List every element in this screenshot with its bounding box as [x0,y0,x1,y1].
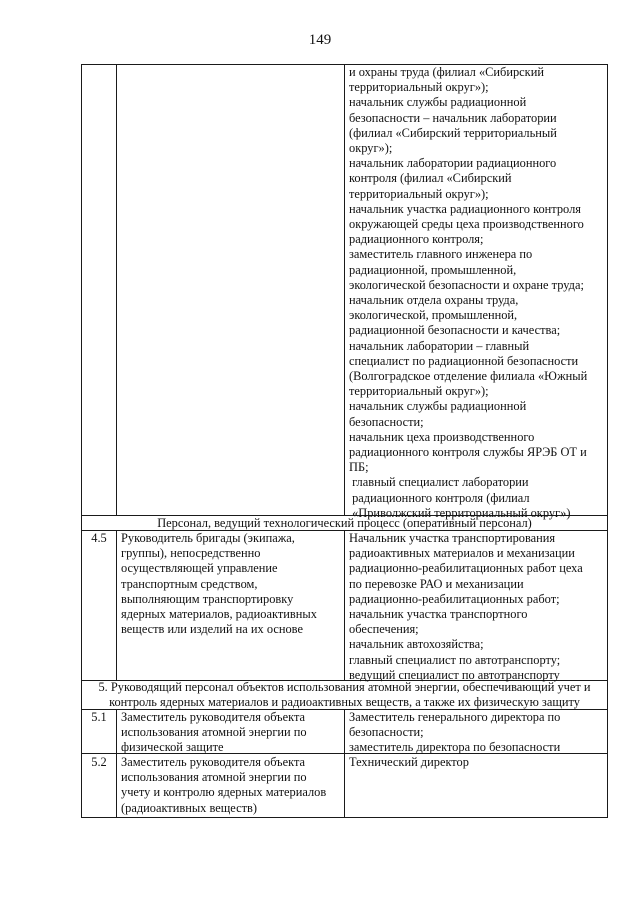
text-line: радиационной, промышленной, [349,262,517,277]
text-line: начальник цеха производственного [349,429,535,444]
text-line: ведущий специалист по автотранспорту [349,667,560,682]
text-line: Начальник участка транспортирования [349,531,556,545]
text-line: заместитель главного инженера по [349,247,533,262]
col-divider-2 [344,709,345,817]
text-line: контроль ядерных материалов и радиоактивных веществ, а также их физическую защиту [109,695,580,710]
text-line: радиационно-реабилитационных работ; [349,591,560,606]
table-bottom-border [81,817,608,818]
text-line: экологической, промышленной, [349,308,518,323]
text-line: начальник участка радиационного контроля [349,201,581,216]
text-line: радиационного контроля; [349,232,484,247]
row-5-1-position [121,710,307,756]
text-line: безопасности; [349,725,424,740]
text-line: физической защите [121,740,224,755]
col-divider-2 [344,530,345,680]
text-line: начальник службы радиационной [349,95,527,110]
text-line: веществ или изделий на их основе [121,622,303,637]
text-line: ядерных материалов, радиоактивных [121,607,317,622]
text-line: ПБ; [349,460,369,475]
row-4-5-position [121,531,317,637]
section-header-personnel: Персонал, ведущий технологический процесс (оперативный персонал) [157,516,532,530]
col-divider-1 [116,530,117,680]
text-line: радиационной безопасности и качества; [349,323,561,338]
text-line: группы), непосредственно [121,546,261,561]
text-line: безопасности; [349,414,424,429]
text-line: по перевозке РАО и механизации [349,576,524,591]
text-line: специалист по радиационной безопасности [349,353,579,368]
col-divider-1 [116,709,117,817]
text-line: начальник автохозяйства; [349,637,484,652]
text-line: главный специалист лаборатории [349,475,529,490]
row-number-5-2: 5.2 [91,755,107,769]
text-line: начальник лаборатории радиационного [349,156,557,171]
text-line: (Волгоградское отделение филиала «Южный [349,369,588,384]
text-line: выполняющим транспортировку [121,591,294,606]
text-line: транспортным средством, [121,576,258,591]
text-line: (филиал «Сибирский территориальный [349,125,557,140]
text-line: использования атомной энергии по [121,770,307,785]
row-5-2-job-titles [349,755,469,770]
text-line: радиоактивных материалов и механизации [349,546,575,561]
text-line: и охраны труда (филиал «Сибирский [349,65,544,79]
row-5-1-job-titles [349,710,560,756]
text-line: территориальный округ»); [349,80,489,95]
text-line: радиационного контроля службы ЯРЭБ ОТ и [349,445,587,460]
row-4-5-job-titles [349,531,583,683]
text-line: Заместитель генерального директора по [349,710,561,724]
text-line: Заместитель руководителя объекта [121,755,306,769]
text-line: «Приволжский территориальный округ») [349,505,571,520]
section-5-header [81,680,608,710]
text-line: использования атомной энергии по [121,725,307,740]
text-line: обеспечения; [349,622,419,637]
col-divider-1 [116,64,117,515]
text-line: начальник службы радиационной [349,399,527,414]
text-line: округ»); [349,141,393,156]
page-number: 149 [308,32,332,48]
text-line: Руководитель бригады (экипажа, [121,531,295,545]
text-line: начальник отдела охраны труда, [349,293,519,308]
text-line: заместитель директора по безопасности [349,740,561,755]
text-line: (радиоактивных веществ) [121,800,257,815]
text-line: 5. Руководящий персонал объектов использования атомной энергии, обеспечивающий учет и [98,680,591,694]
row-number-4-5: 4.5 [91,531,107,545]
text-line: осуществляющей управление [121,561,278,576]
text-line: территориальный округ»); [349,384,489,399]
continued-row-positions [349,65,587,521]
text-line: окружающей среды цеха производственного [349,217,584,232]
text-line: экологической безопасности и охране труда; [349,277,584,292]
text-line: контроля (филиал «Сибирский [349,171,512,186]
text-line: начальник лаборатории – главный [349,338,530,353]
text-line: учету и контролю ядерных материалов [121,785,327,800]
col-divider-2 [344,64,345,515]
text-line: радиационного контроля (филиал [349,490,530,505]
row-5-2-position [121,755,326,816]
text-line: начальник участка транспортного [349,607,528,622]
text-line: территориальный округ»); [349,186,489,201]
text-line: главный специалист по автотранспорту; [349,652,561,667]
text-line: радиационно-реабилитационных работ цеха [349,561,583,576]
row-number-5-1: 5.1 [91,710,107,724]
text-line: Заместитель руководителя объекта [121,710,306,724]
text-line: Технический директор [349,755,469,769]
text-line: безопасности – начальник лаборатории [349,110,557,125]
